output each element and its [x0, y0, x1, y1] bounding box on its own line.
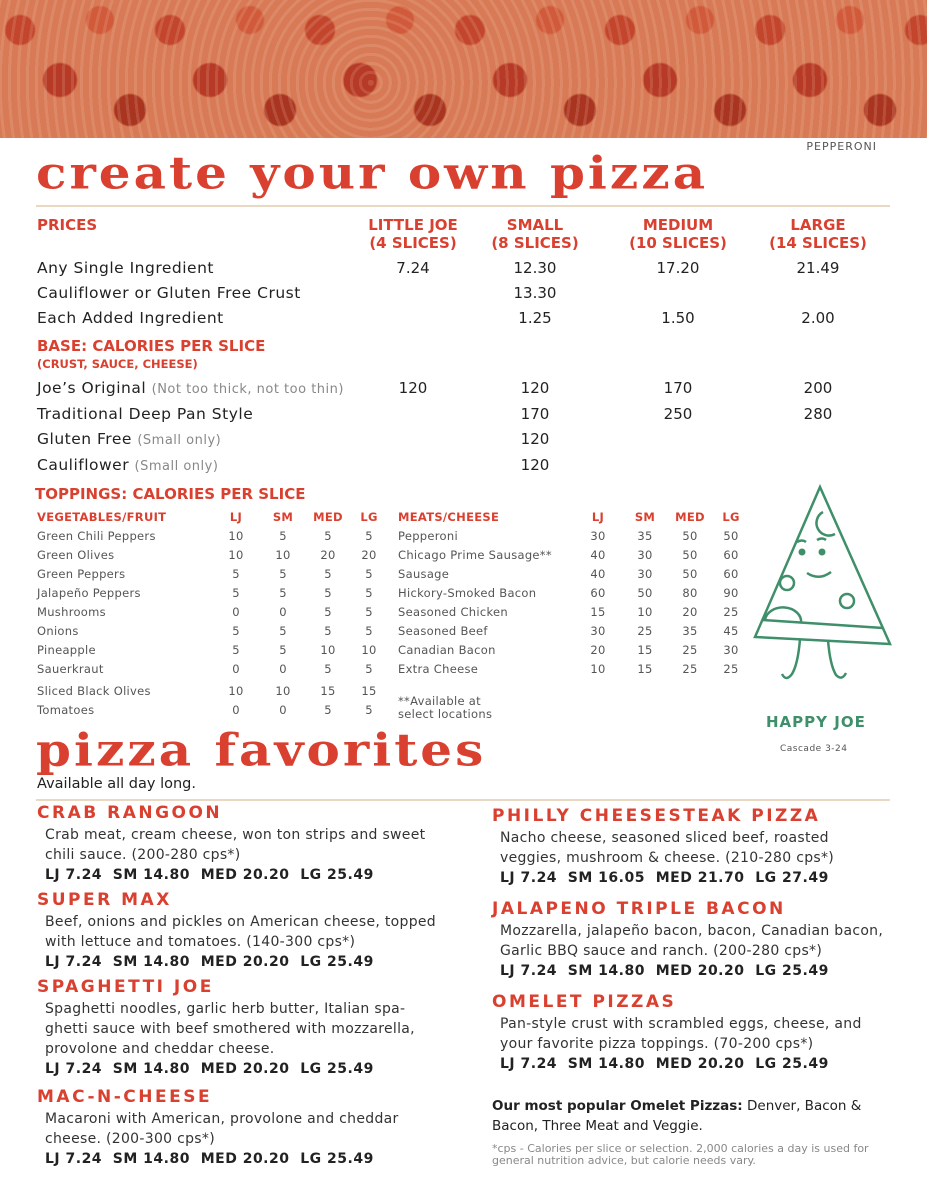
topping-name: Sauerkraut — [37, 662, 104, 676]
topping-calories: 5 — [324, 586, 332, 600]
topping-name: Onions — [37, 624, 79, 638]
topping-calories: 30 — [723, 643, 739, 657]
topping-calories: 5 — [324, 703, 332, 717]
topping-calories: 10 — [228, 684, 244, 698]
topping-calories: 5 — [324, 624, 332, 638]
column-header: LJ — [229, 510, 243, 524]
topping-calories: 35 — [637, 529, 653, 543]
column-header: SM — [634, 510, 656, 524]
favorite-description: Beef, onions and pickles on American cheese, topped with lettuce and tomatoes. (140-300 cps*) — [45, 914, 436, 950]
favorite-name: MAC-N-CHEESE — [37, 1087, 213, 1107]
topping-calories: 10 — [275, 548, 291, 562]
topping-calories: 15 — [590, 605, 606, 619]
base-label: Joe’s Original — [37, 379, 147, 397]
topping-calories: 10 — [228, 548, 244, 562]
calorie-value: 120 — [398, 379, 428, 397]
happy-joe-mascot-icon — [745, 482, 895, 692]
topping-calories: 25 — [637, 624, 653, 638]
topping-calories: 60 — [723, 548, 739, 562]
topping-name: Tomatoes — [37, 703, 95, 717]
vegetables-header: VEGETABLES/FRUIT — [37, 510, 167, 524]
topping-calories: 50 — [637, 586, 653, 600]
column-header: LG — [722, 510, 740, 524]
topping-calories: 25 — [723, 605, 739, 619]
calorie-value: 170 — [520, 404, 550, 423]
topping-calories: 5 — [279, 529, 287, 543]
calorie-value: 250 — [663, 404, 693, 423]
topping-calories: 5 — [232, 567, 240, 581]
topping-calories: 60 — [590, 586, 606, 600]
topping-calories: 50 — [723, 529, 739, 543]
price-value: 17.20 — [656, 259, 700, 277]
column-header: MED — [313, 510, 343, 524]
topping-calories: 10 — [637, 605, 653, 619]
hero-caption: PEPPERONI — [806, 140, 877, 153]
base-header: BASE: CALORIES PER SLICE — [37, 337, 266, 355]
base-row — [37, 430, 221, 448]
topping-calories: 25 — [682, 662, 698, 676]
favorite-description: Crab meat, cream cheese, won ton strips and sweet chili sauce. (200-280 cps*) — [45, 827, 426, 863]
divider — [36, 799, 890, 801]
topping-calories: 5 — [324, 567, 332, 581]
topping-calories: 0 — [279, 703, 287, 717]
topping-calories: 5 — [365, 529, 373, 543]
favorite-prices: LJ 7.24 SM 16.05 MED 21.70 LG 27.49 — [500, 870, 829, 886]
topping-calories: 15 — [361, 684, 377, 698]
topping-calories: 10 — [361, 643, 377, 657]
topping-calories: 5 — [365, 605, 373, 619]
topping-name: Hickory-Smoked Bacon — [398, 586, 537, 600]
divider — [36, 205, 890, 207]
base-label: Traditional Deep Pan Style — [37, 404, 254, 423]
popular-label: Our most popular Omelet Pizzas: — [492, 1098, 743, 1114]
popular-omelets — [492, 1096, 882, 1136]
topping-calories: 5 — [279, 643, 287, 657]
column-header: MED — [675, 510, 705, 524]
size-slices: (8 SLICES) — [491, 234, 579, 252]
topping-calories: 10 — [275, 684, 291, 698]
column-header: LG — [360, 510, 378, 524]
favorite-prices: LJ 7.24 SM 14.80 MED 20.20 LG 25.49 — [45, 1151, 374, 1167]
size-name: LARGE — [790, 216, 846, 234]
topping-calories: 5 — [324, 605, 332, 619]
favorite-name: CRAB RANGOON — [37, 803, 223, 823]
price-value: 12.30 — [513, 259, 557, 277]
topping-calories: 25 — [682, 643, 698, 657]
topping-name: Extra Cheese — [398, 662, 479, 676]
topping-calories: 5 — [324, 529, 332, 543]
topping-calories: 5 — [232, 586, 240, 600]
topping-calories: 15 — [637, 643, 653, 657]
favorite-description: Spaghetti noodles, garlic herb butter, Italian spa-ghetti sauce with beef smothered with mozzarella, provolone and cheddar cheese. — [45, 1001, 415, 1057]
topping-calories: 25 — [723, 662, 739, 676]
topping-calories: 5 — [365, 662, 373, 676]
topping-calories: 50 — [682, 567, 698, 581]
favorite-prices: LJ 7.24 SM 14.80 MED 20.20 LG 25.49 — [500, 1056, 829, 1072]
topping-calories: 5 — [279, 624, 287, 638]
topping-name: Sausage — [398, 567, 450, 581]
topping-calories: 15 — [320, 684, 336, 698]
column-header: LJ — [591, 510, 605, 524]
topping-calories: 35 — [682, 624, 698, 638]
topping-calories: 5 — [365, 624, 373, 638]
favorite-prices: LJ 7.24 SM 14.80 MED 20.20 LG 25.49 — [500, 963, 829, 979]
calorie-value: 280 — [803, 404, 833, 423]
topping-calories: 5 — [279, 586, 287, 600]
topping-name: Canadian Bacon — [398, 643, 496, 657]
price-row-label: Each Added Ingredient — [37, 309, 224, 327]
topping-calories: 5 — [232, 624, 240, 638]
column-header: SM — [272, 510, 294, 524]
topping-calories: 40 — [590, 567, 606, 581]
base-row — [37, 456, 218, 474]
topping-calories: 0 — [232, 703, 240, 717]
price-row-label: Cauliflower or Gluten Free Crust — [37, 284, 301, 302]
topping-name: Chicago Prime Sausage** — [398, 548, 552, 562]
price-value: 2.00 — [801, 309, 835, 327]
topping-calories: 5 — [232, 643, 240, 657]
price-value: 21.49 — [796, 259, 840, 277]
topping-calories: 20 — [320, 548, 336, 562]
mascot-name: HAPPY JOE — [766, 713, 866, 731]
topping-calories: 0 — [279, 605, 287, 619]
topping-name: Sliced Black Olives — [37, 684, 151, 698]
price-value: 1.25 — [518, 309, 552, 327]
favorite-name: OMELET PIZZAS — [492, 992, 677, 1012]
topping-calories: 30 — [637, 548, 653, 562]
prices-header: PRICES — [37, 216, 98, 234]
favorite-name: PHILLY CHEESESTEAK PIZZA — [492, 806, 821, 826]
favorite-name: SUPER MAX — [37, 890, 172, 910]
topping-calories: 10 — [590, 662, 606, 676]
base-subheader: (CRUST, SAUCE, CHEESE) — [37, 357, 198, 371]
topping-calories: 15 — [637, 662, 653, 676]
favorite-name: JALAPENO TRIPLE BACON — [492, 899, 786, 919]
pepperoni-hero-image — [0, 0, 927, 138]
topping-name: Seasoned Beef — [398, 624, 488, 638]
topping-calories: 5 — [279, 567, 287, 581]
base-note: (Small only) — [134, 458, 219, 474]
favorite-prices: LJ 7.24 SM 14.80 MED 20.20 LG 25.49 — [45, 1061, 374, 1077]
price-value: 7.24 — [396, 259, 430, 277]
topping-calories: 5 — [365, 586, 373, 600]
size-slices: (10 SLICES) — [629, 234, 727, 252]
favorites-subtitle: Available all day long. — [37, 776, 196, 792]
topping-name: Seasoned Chicken — [398, 605, 509, 619]
base-row — [37, 405, 253, 423]
topping-calories: 0 — [232, 605, 240, 619]
size-name: MEDIUM — [642, 216, 714, 234]
base-label: Cauliflower — [37, 455, 130, 474]
size-name: SMALL — [506, 216, 564, 234]
topping-name: Pineapple — [37, 643, 96, 657]
page-title: create your own pizza — [36, 146, 709, 200]
topping-calories: 30 — [590, 529, 606, 543]
topping-calories: 20 — [682, 605, 698, 619]
topping-calories: 40 — [590, 548, 606, 562]
topping-calories: 90 — [723, 586, 739, 600]
meats-header: MEATS/CHEESE — [398, 510, 500, 524]
favorite-prices: LJ 7.24 SM 14.80 MED 20.20 LG 25.49 — [45, 954, 374, 970]
price-value: 1.50 — [661, 309, 695, 327]
calorie-value: 120 — [520, 455, 550, 474]
favorite-description: Macaroni with American, provolone and cheddar cheese. (200-300 cps*) — [45, 1111, 399, 1147]
topping-calories: 0 — [279, 662, 287, 676]
topping-calories: 10 — [320, 643, 336, 657]
topping-calories: 10 — [228, 529, 244, 543]
favorite-description: Mozzarella, jalapeño bacon, bacon, Canadian bacon, Garlic BBQ sauce and ranch. (200-280 cps*) — [500, 923, 884, 959]
topping-name: Jalapeño Peppers — [37, 586, 141, 600]
base-note: (Not too thick, not too thin) — [151, 382, 344, 397]
topping-calories: 5 — [365, 567, 373, 581]
availability-footnote: **Available at select locations — [398, 694, 493, 721]
topping-calories: 5 — [324, 662, 332, 676]
favorite-name: SPAGHETTI JOE — [37, 977, 214, 997]
toppings-header: TOPPINGS: CALORIES PER SLICE — [35, 485, 306, 503]
menu-code: Cascade 3-24 — [780, 744, 848, 754]
topping-calories: 80 — [682, 586, 698, 600]
topping-name: Pepperoni — [398, 529, 458, 543]
calorie-value: 170 — [663, 379, 693, 397]
topping-calories: 50 — [682, 529, 698, 543]
topping-calories: 50 — [682, 548, 698, 562]
price-row-label: Any Single Ingredient — [37, 259, 214, 277]
size-name: LITTLE JOE — [368, 216, 458, 234]
topping-calories: 20 — [590, 643, 606, 657]
size-slices: (4 SLICES) — [369, 234, 457, 252]
topping-calories: 60 — [723, 567, 739, 581]
topping-name: Green Peppers — [37, 567, 126, 581]
calorie-value: 200 — [803, 379, 833, 397]
topping-calories: 30 — [637, 567, 653, 581]
favorite-prices: LJ 7.24 SM 14.80 MED 20.20 LG 25.49 — [45, 867, 374, 883]
calorie-value: 120 — [520, 379, 550, 397]
topping-name: Green Olives — [37, 548, 115, 562]
favorite-description: Nacho cheese, seasoned sliced beef, roasted veggies, mushroom & cheese. (210-280 cps*) — [500, 830, 835, 866]
topping-name: Green Chili Peppers — [37, 529, 156, 543]
favorites-title: pizza favorites — [36, 723, 487, 777]
favorite-description: Pan-style crust with scrambled eggs, cheese, and your favorite pizza toppings. (70-200 cps*) — [500, 1016, 862, 1052]
topping-calories: 20 — [361, 548, 377, 562]
calorie-value: 120 — [520, 430, 550, 448]
base-row — [37, 379, 344, 397]
topping-calories: 45 — [723, 624, 739, 638]
topping-calories: 30 — [590, 624, 606, 638]
base-label: Gluten Free — [37, 430, 132, 448]
size-slices: (14 SLICES) — [769, 234, 867, 252]
popular-text: Denver, Bacon & Bacon, Three Meat and Veggie. — [492, 1098, 862, 1134]
base-note: (Small only) — [137, 433, 222, 448]
topping-name: Mushrooms — [37, 605, 106, 619]
price-value: 13.30 — [513, 284, 557, 302]
topping-calories: 0 — [232, 662, 240, 676]
topping-calories: 5 — [365, 703, 373, 717]
calorie-disclaimer: *cps - Calories per slice or selection. 2,000 calories a day is used for general nutrition advice, but calorie needs vary. — [492, 1142, 869, 1167]
